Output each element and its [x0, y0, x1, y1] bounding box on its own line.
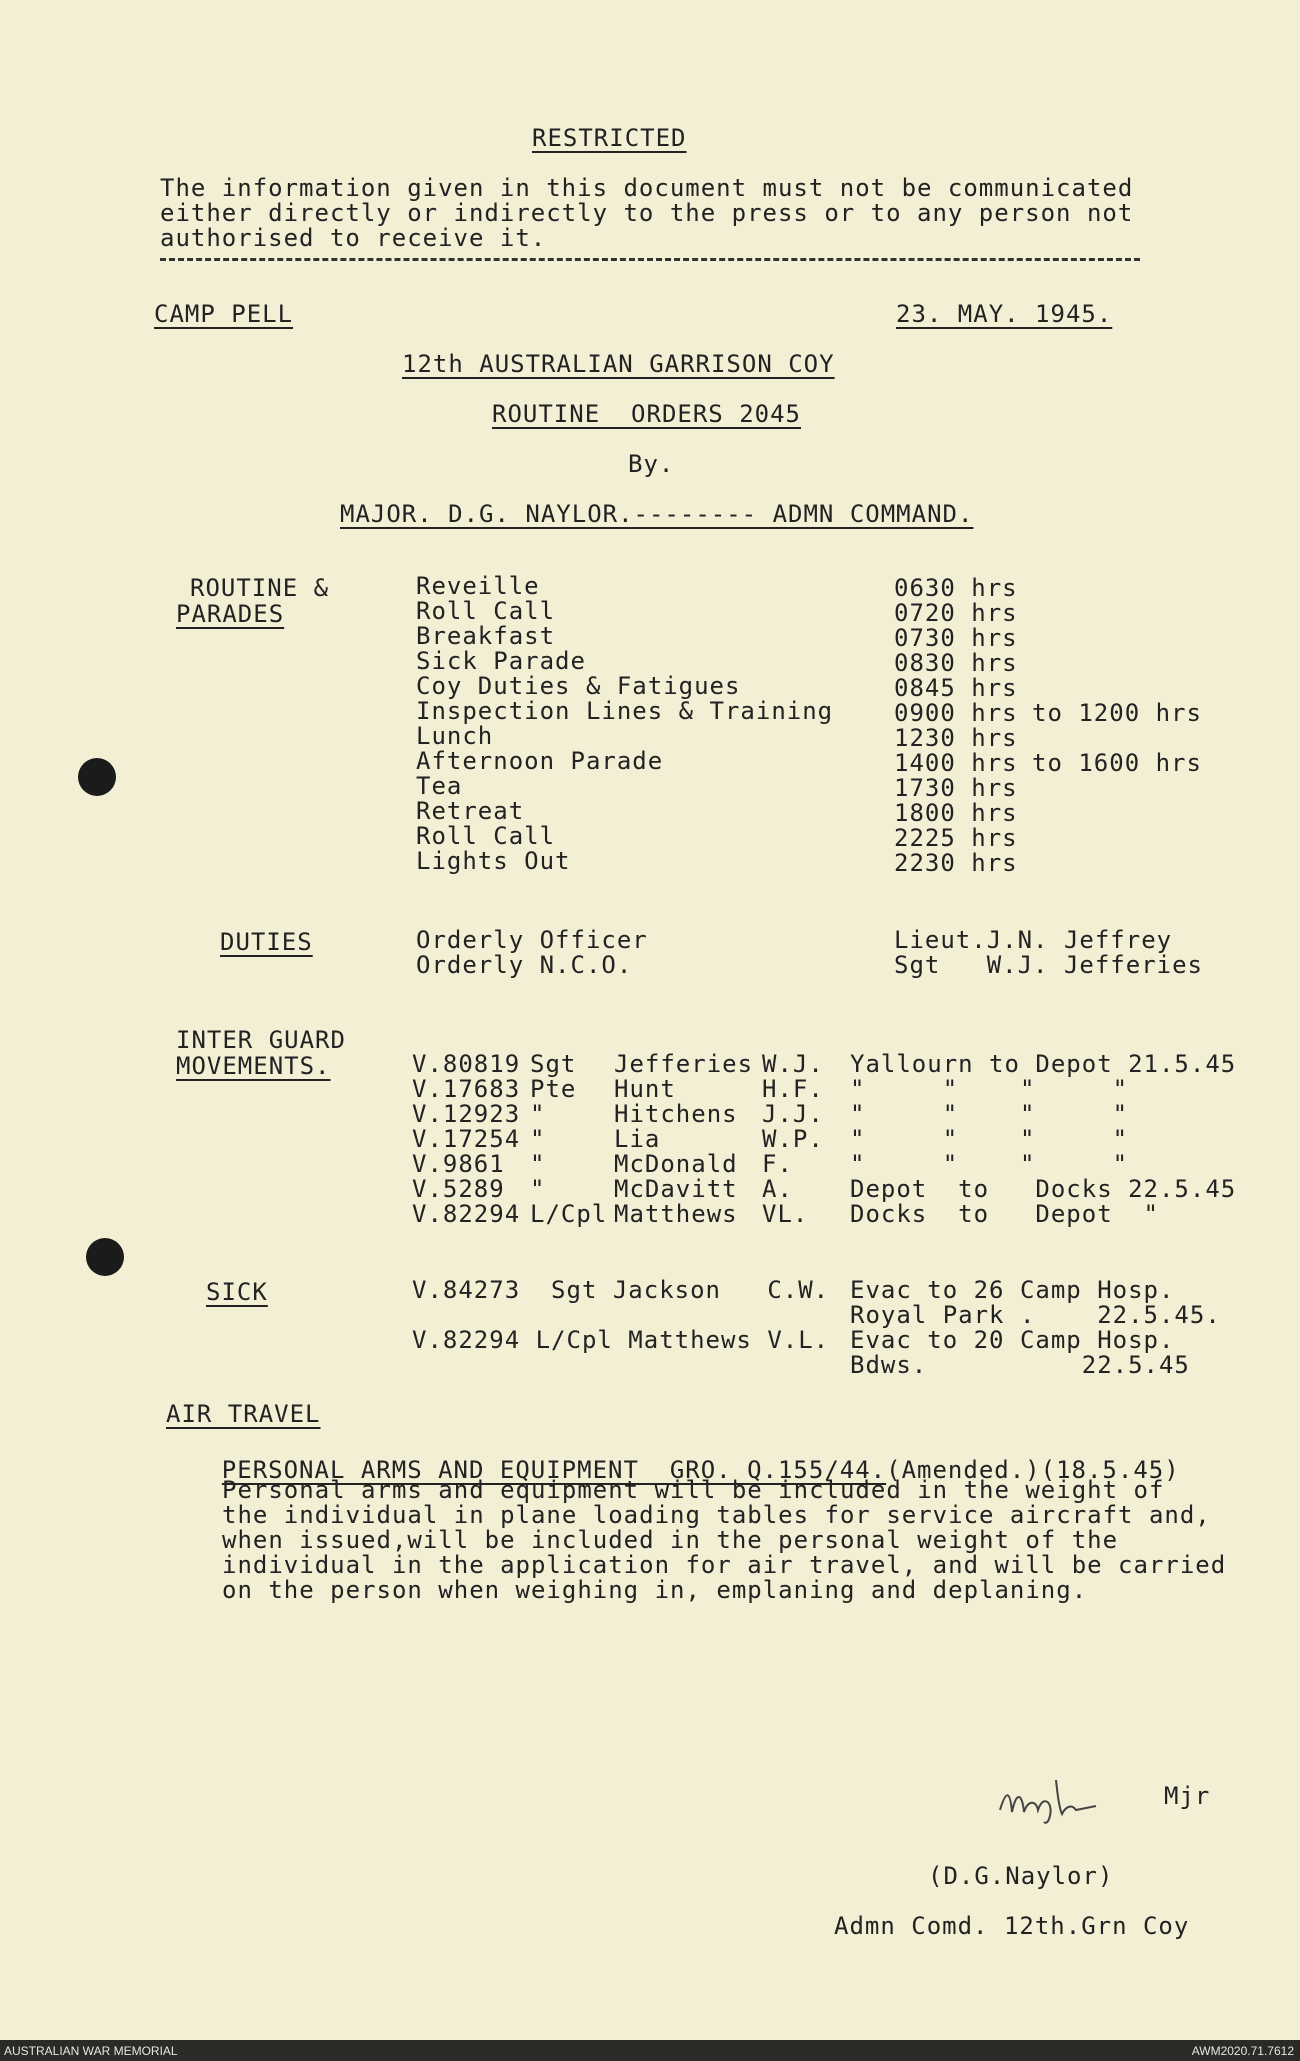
duty-role: Orderly N.C.O. [416, 951, 633, 979]
movement-entry [412, 1077, 842, 1102]
routine-item-extra [1032, 651, 1202, 676]
movement-detail: Depot to Docks 22.5.45 [850, 1175, 1237, 1203]
routine-item-time: 0630 hrs [894, 574, 1018, 602]
movement-number: V.9861 [412, 1150, 505, 1178]
routine-item-time: 2225 hrs [894, 824, 1018, 852]
routine-extras [1032, 576, 1202, 876]
footer-right: AWM2020.71.7612 [1191, 2044, 1294, 2058]
duties-roles [416, 928, 648, 978]
punch-hole-top [78, 758, 116, 796]
routine-item-time: 0830 hrs [894, 649, 1018, 677]
movement-detail: Yallourn to Depot 21.5.45 [850, 1050, 1237, 1078]
commander-line: MAJOR. D.G. NAYLOR.-------- ADMN COMMAND. [340, 500, 974, 528]
movement-number: V.5289 [412, 1175, 505, 1203]
signature-title: Admn Comd. 12th.Grn Coy [834, 1912, 1190, 1940]
routine-item-extra [1032, 601, 1202, 626]
routine-item-name: Inspection Lines & Training [416, 697, 834, 725]
duties-heading: DUTIES [220, 928, 313, 956]
routine-item-name: Reveille [416, 572, 540, 600]
movement-detail: Docks to Depot " [850, 1200, 1159, 1228]
movement-rank: Sgt [530, 1050, 577, 1078]
movement-initials: H.F. [762, 1075, 824, 1103]
unit-title: 12th AUSTRALIAN GARRISON COY [402, 350, 835, 378]
air-travel-body-line: on the person when weighing in, emplaning and deplaning. [222, 1576, 1088, 1604]
movement-name: Jefferies [614, 1050, 754, 1078]
routine-item-name: Roll Call [416, 822, 556, 850]
movement-initials: J.J. [762, 1100, 824, 1128]
sick-heading: SICK [206, 1278, 268, 1306]
routine-item-extra [1032, 576, 1202, 601]
movement-name: McDonald [614, 1150, 738, 1178]
routine-item-name: Coy Duties & Fatigues [416, 672, 741, 700]
air-travel-body [222, 1478, 1226, 1603]
movement-rank: " [530, 1175, 546, 1203]
routine-item-name: Sick Parade [416, 647, 586, 675]
routine-item-extra [1032, 626, 1202, 651]
sick-entry: V.82294 L/Cpl Matthews V.L. [412, 1326, 830, 1354]
movement-name: Hitchens [614, 1100, 738, 1128]
punch-hole-bottom [86, 1238, 124, 1276]
routine-item-time: 0730 hrs [894, 624, 1018, 652]
movement-detail: " " " " [850, 1150, 1129, 1178]
movement-entry [412, 1177, 842, 1202]
movement-initials: VL. [762, 1200, 809, 1228]
routine-item-time: 1400 hrs [894, 749, 1018, 777]
movement-initials: W.P. [762, 1125, 824, 1153]
routine-item-extra [1032, 676, 1202, 701]
routine-item-time: 1800 hrs [894, 799, 1018, 827]
sick-detail-line-1: Evac to 26 Camp Hosp. [850, 1276, 1175, 1304]
routine-item-extra [1032, 726, 1202, 751]
routine-item-extra [1032, 801, 1202, 826]
sick-detail-line-2: Royal Park . 22.5.45. [850, 1301, 1221, 1329]
movement-number: V.12923 [412, 1100, 521, 1128]
routine-item-name: Afternoon Parade [416, 747, 664, 775]
routine-item-time: 0720 hrs [894, 599, 1018, 627]
movement-number: V.17683 [412, 1075, 521, 1103]
movement-rank: " [530, 1150, 546, 1178]
movement-name: Hunt [614, 1075, 676, 1103]
routine-item-extra: to 1600 hrs [1032, 749, 1202, 777]
orders-title: ROUTINE ORDERS 2045 [492, 400, 801, 428]
air-travel-heading: AIR TRAVEL [166, 1400, 321, 1428]
notice-line-3: authorised to receive it. [160, 224, 547, 252]
movement-entry [412, 1152, 842, 1177]
routine-item-name: Tea [416, 772, 463, 800]
movement-name: Matthews [614, 1200, 738, 1228]
movement-entry [412, 1202, 842, 1227]
movements-details [850, 1052, 1236, 1227]
routine-heading-2: PARADES [176, 600, 285, 628]
routine-item-extra [1032, 776, 1202, 801]
movement-rank: Pte [530, 1075, 577, 1103]
dashed-divider [160, 258, 1140, 261]
sick-entries [412, 1278, 829, 1378]
routine-item-time: 1230 hrs [894, 724, 1018, 752]
movement-initials: A. [762, 1175, 793, 1203]
notice-line-1: The information given in this document must not be communicated [160, 174, 1134, 202]
movement-detail: " " " " [850, 1125, 1129, 1153]
sick-entry: V.84273 Sgt Jackson C.W. [412, 1276, 830, 1304]
signature-name: (D.G.Naylor) [928, 1862, 1114, 1890]
place: CAMP PELL [154, 300, 294, 328]
duty-person: Sgt W.J. Jefferies [894, 951, 1203, 979]
routine-item-name: Retreat [416, 797, 525, 825]
sick-detail-line-2: Bdws. 22.5.45 [850, 1351, 1190, 1379]
air-travel-body-line: when issued,will be included in the personal weight of the [222, 1526, 1119, 1554]
air-travel-body-line: individual in the application for air travel, and will be carried [222, 1551, 1227, 1579]
routine-item-name: Breakfast [416, 622, 556, 650]
movement-rank: " [530, 1125, 546, 1153]
movement-detail: " " " " [850, 1075, 1129, 1103]
movement-initials: F. [762, 1150, 793, 1178]
movement-entry [412, 1052, 842, 1077]
routine-heading-1: ROUTINE & [190, 574, 330, 602]
movement-name: McDavitt [614, 1175, 738, 1203]
movement-rank: " [530, 1100, 546, 1128]
air-travel-amended: (Amended.)(18.5.45) [886, 1456, 1180, 1484]
movement-detail: " " " " [850, 1100, 1129, 1128]
routine-item-name: Lunch [416, 722, 494, 750]
movements-entries [412, 1052, 842, 1227]
movement-number: V.80819 [412, 1050, 521, 1078]
routine-item-time: 0900 hrs [894, 699, 1018, 727]
air-travel-body-line: the individual in plane loading tables for service aircraft and, [222, 1501, 1211, 1529]
routine-times [894, 576, 1018, 876]
air-travel-body-line: Personal arms and equipment will be included in the weight of [222, 1476, 1165, 1504]
sick-detail-line-1: Evac to 20 Camp Hosp. [850, 1326, 1175, 1354]
movement-entry [412, 1127, 842, 1152]
movement-number: V.17254 [412, 1125, 521, 1153]
sick-details [850, 1278, 1221, 1378]
movements-heading-2: MOVEMENTS. [176, 1052, 331, 1080]
movement-rank: L/Cpl [530, 1200, 608, 1228]
movement-entry [412, 1102, 842, 1127]
routine-item-time: 0845 hrs [894, 674, 1018, 702]
footer-left: AUSTRALIAN WAR MEMORIAL [4, 2044, 178, 2058]
routine-item-extra [1032, 851, 1202, 876]
notice-line-2: either directly or indirectly to the press or to any person not [160, 199, 1134, 227]
movement-name: Lia [614, 1125, 661, 1153]
signature-rank: Mjr [1164, 1782, 1211, 1810]
air-travel-subheading: PERSONAL ARMS AND EQUIPMENT GRO. Q.155/44. [221, 1456, 887, 1484]
archive-footer [0, 2040, 1300, 2061]
routine-names [416, 574, 833, 874]
routine-item-name: Roll Call [416, 597, 556, 625]
routine-item-time: 1730 hrs [894, 774, 1018, 802]
routine-item-name: Lights Out [416, 847, 571, 875]
duties-persons [894, 928, 1203, 978]
movement-number: V.82294 [412, 1200, 521, 1228]
movements-heading-1: INTER GUARD [176, 1026, 346, 1054]
routine-item-extra: to 1200 hrs [1032, 699, 1202, 727]
movement-initials: W.J. [762, 1050, 824, 1078]
duty-person: Lieut.J.N. Jeffrey [894, 926, 1173, 954]
duty-role: Orderly Officer [416, 926, 648, 954]
date: 23. MAY. 1945. [896, 300, 1113, 328]
restricted-heading: RESTRICTED [532, 124, 687, 152]
routine-item-time: 2230 hrs [894, 849, 1018, 877]
handwritten-signature [992, 1770, 1152, 1830]
routine-item-extra [1032, 826, 1202, 851]
by-line: By. [628, 450, 675, 478]
